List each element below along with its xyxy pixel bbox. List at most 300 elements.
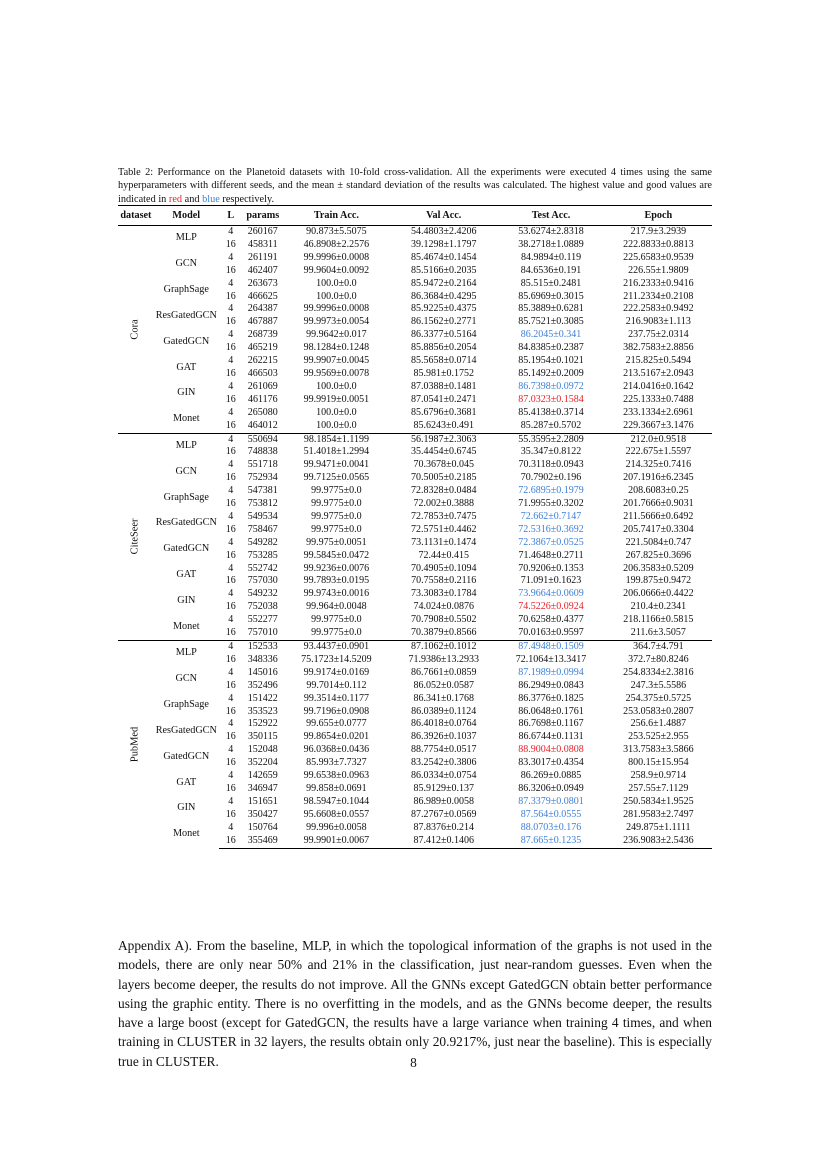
layers-cell: 16 bbox=[225, 446, 236, 458]
layers-cell: 4 bbox=[228, 744, 234, 756]
table-row bbox=[118, 796, 712, 809]
table-row bbox=[118, 485, 712, 498]
params-cell: 552742 bbox=[247, 562, 278, 574]
test-acc-cell: 86.7698±0.1167 bbox=[518, 718, 584, 730]
test-acc-cell: 70.9206±0.1353 bbox=[518, 562, 584, 574]
table-row bbox=[118, 329, 712, 342]
layers-cell: 16 bbox=[225, 498, 236, 510]
caption-text: Table 2: Performance on the Planetoid datasets with 10-fold cross-validation. All the experiments were executed 4 times using the same hyperparameters with different seeds, and the mean ± standard deviation of the results was calculated. The highest value and good values are indicated in bbox=[118, 167, 712, 205]
params-cell: 752934 bbox=[247, 472, 278, 484]
epoch-cell: 212.0±0.9518 bbox=[605, 433, 712, 446]
val-acc-cell: 86.052±0.0587 bbox=[413, 679, 474, 691]
val-acc-cell: 72.5751±0.4462 bbox=[410, 523, 477, 535]
layers-cell: 4 bbox=[228, 380, 234, 392]
table-row bbox=[118, 511, 712, 524]
layers-cell: 4 bbox=[228, 406, 234, 418]
layers-cell: 16 bbox=[225, 549, 236, 561]
model-name-cell: ResGatedGCN bbox=[155, 517, 217, 529]
epoch-cell: 218.1166±0.5815 bbox=[623, 614, 694, 626]
layers-cell: 4 bbox=[228, 329, 234, 341]
val-acc-cell: 86.7661±0.0859 bbox=[410, 666, 477, 678]
test-acc-cell: 74.5226±0.0924 bbox=[518, 601, 584, 613]
table-row bbox=[118, 459, 712, 472]
train-acc-cell: 99.7125±0.0565 bbox=[303, 472, 370, 484]
layers-cell: 4 bbox=[228, 821, 234, 833]
params-cell: 464012 bbox=[247, 419, 278, 431]
header-dataset: dataset bbox=[118, 206, 154, 226]
params-cell: 462407 bbox=[247, 264, 278, 276]
val-acc-cell: 87.1062±0.1012 bbox=[390, 641, 497, 654]
layers-cell: 16 bbox=[225, 523, 236, 535]
epoch-cell: 267.825±0.3696 bbox=[625, 549, 692, 561]
model-name-cell: GraphSage bbox=[163, 699, 209, 711]
layers-cell: 16 bbox=[225, 757, 236, 769]
val-acc-cell: 87.8376±0.214 bbox=[413, 821, 474, 833]
test-acc-cell: 85.515±0.2481 bbox=[520, 277, 582, 289]
train-acc-cell: 99.8654±0.0201 bbox=[303, 731, 370, 743]
epoch-cell: 800.15±15.954 bbox=[628, 757, 689, 769]
params-cell: 549282 bbox=[247, 536, 278, 548]
layers-cell: 16 bbox=[225, 653, 236, 665]
epoch-cell: 210.4±0.2341 bbox=[630, 601, 687, 613]
model-name-cell: GCN bbox=[175, 258, 198, 270]
params-cell: 264387 bbox=[247, 303, 278, 315]
params-cell: 268739 bbox=[247, 329, 278, 341]
model-name-cell: GatedGCN bbox=[163, 750, 210, 762]
epoch-cell: 206.0666±0.4422 bbox=[623, 588, 694, 600]
table-row bbox=[118, 303, 712, 316]
params-cell: 152922 bbox=[247, 718, 278, 730]
train-acc-cell: 99.9901±0.0067 bbox=[283, 835, 390, 848]
epoch-cell: 213.5167±2.0943 bbox=[623, 367, 694, 379]
model-name-cell: GraphSage bbox=[163, 491, 209, 503]
table-row bbox=[118, 770, 712, 783]
train-acc-cell: 96.0368±0.0436 bbox=[303, 744, 370, 756]
train-acc-cell: 51.4018±1.2994 bbox=[303, 446, 370, 458]
test-acc-cell: 84.8385±0.2387 bbox=[518, 342, 584, 354]
val-acc-cell: 54.4803±2.4206 bbox=[390, 226, 497, 239]
train-acc-cell: 100.0±0.0 bbox=[316, 419, 357, 431]
params-cell: 458311 bbox=[247, 238, 278, 250]
layers-cell: 4 bbox=[228, 536, 234, 548]
val-acc-cell: 85.8856±0.2054 bbox=[410, 342, 477, 354]
test-acc-cell: 85.287±0.5702 bbox=[520, 419, 582, 431]
layers-cell: 4 bbox=[228, 718, 234, 730]
test-acc-cell: 85.6969±0.3015 bbox=[518, 290, 584, 302]
train-acc-cell: 75.1723±14.5209 bbox=[301, 653, 372, 665]
train-acc-cell: 100.0±0.0 bbox=[316, 406, 357, 418]
val-acc-cell: 72.44±0.415 bbox=[418, 549, 469, 561]
dataset-label: PubMed bbox=[129, 726, 141, 763]
layers-cell: 4 bbox=[228, 614, 234, 626]
layers-cell: 4 bbox=[228, 795, 234, 807]
test-acc-cell: 86.269±0.0885 bbox=[520, 770, 582, 782]
epoch-cell: 254.375±0.5725 bbox=[625, 692, 692, 704]
val-acc-cell: 85.5166±0.2035 bbox=[410, 264, 477, 276]
dataset-label: Cora bbox=[129, 319, 141, 340]
epoch-cell: 258.9±0.9714 bbox=[630, 770, 687, 782]
params-cell: 152048 bbox=[247, 744, 278, 756]
caption-red-word: red bbox=[168, 193, 183, 205]
epoch-cell: 211.5666±0.6492 bbox=[623, 510, 694, 522]
layers-cell: 16 bbox=[225, 472, 236, 484]
table-row bbox=[118, 407, 712, 420]
val-acc-cell: 70.3678±0.045 bbox=[413, 459, 474, 471]
table-row bbox=[118, 278, 712, 291]
train-acc-cell: 99.7014±0.112 bbox=[306, 679, 367, 691]
train-acc-cell: 99.9642±0.017 bbox=[306, 329, 367, 341]
epoch-cell: 214.0416±0.1642 bbox=[623, 380, 694, 392]
layers-cell: 16 bbox=[225, 575, 236, 587]
test-acc-cell: 87.665±0.1235 bbox=[497, 835, 604, 848]
table-row bbox=[118, 355, 712, 368]
table-row bbox=[118, 718, 712, 731]
val-acc-cell: 86.4018±0.0764 bbox=[410, 718, 477, 730]
layers-cell: 16 bbox=[225, 705, 236, 717]
caption-tail: respectively. bbox=[219, 193, 275, 205]
val-acc-cell: 87.0388±0.1481 bbox=[410, 380, 477, 392]
val-acc-cell: 85.5658±0.0714 bbox=[410, 355, 477, 367]
test-acc-cell: 86.6744±0.1131 bbox=[518, 731, 584, 743]
val-acc-cell: 39.1298±1.1797 bbox=[410, 238, 477, 250]
model-name-cell: Monet bbox=[172, 620, 200, 632]
epoch-cell: 372.7±80.8246 bbox=[628, 653, 689, 665]
layers-cell: 16 bbox=[225, 679, 236, 691]
test-acc-cell: 86.3776±0.1825 bbox=[518, 692, 584, 704]
test-acc-cell: 72.6895±0.1979 bbox=[518, 485, 584, 497]
params-cell: 758467 bbox=[247, 523, 278, 535]
epoch-cell: 249.875±1.1111 bbox=[626, 821, 691, 833]
layers-cell: 4 bbox=[228, 459, 234, 471]
epoch-cell: 222.2583±0.9492 bbox=[623, 303, 694, 315]
model-name-cell: Monet bbox=[172, 413, 200, 425]
val-acc-cell: 86.3377±0.5164 bbox=[410, 329, 477, 341]
test-acc-cell: 87.0323±0.1584 bbox=[518, 393, 584, 405]
test-acc-cell: 70.7902±0.196 bbox=[520, 472, 582, 484]
epoch-cell: 236.9083±2.5436 bbox=[605, 835, 712, 848]
train-acc-cell: 99.9775±0.0 bbox=[311, 485, 362, 497]
val-acc-cell: 70.7558±0.2116 bbox=[411, 575, 477, 587]
model-name-cell: GIN bbox=[177, 594, 196, 606]
test-acc-cell: 87.3379±0.0801 bbox=[518, 795, 584, 807]
val-acc-cell: 85.6796±0.3681 bbox=[410, 406, 477, 418]
test-acc-cell: 70.0163±0.9597 bbox=[518, 627, 584, 639]
model-name-cell: GCN bbox=[175, 465, 198, 477]
test-acc-cell: 70.6258±0.4377 bbox=[518, 614, 584, 626]
caption-and-word: and bbox=[182, 193, 203, 205]
test-acc-cell: 85.1954±0.1021 bbox=[518, 355, 584, 367]
model-name-cell: GatedGCN bbox=[163, 335, 210, 347]
epoch-cell: 253.0583±0.2807 bbox=[623, 705, 694, 717]
params-cell: 261069 bbox=[247, 380, 278, 392]
train-acc-cell: 99.964±0.0048 bbox=[306, 601, 367, 613]
test-acc-cell: 85.4138±0.3714 bbox=[518, 406, 584, 418]
model-name-cell: GraphSage bbox=[163, 284, 209, 296]
params-cell: 753285 bbox=[247, 549, 278, 561]
val-acc-cell: 85.4674±0.1454 bbox=[410, 251, 477, 263]
layers-cell: 4 bbox=[228, 562, 234, 574]
train-acc-cell: 99.7893±0.0195 bbox=[303, 575, 370, 587]
params-cell: 262215 bbox=[247, 355, 278, 367]
header-train-acc: Train Acc. bbox=[283, 206, 390, 226]
epoch-cell: 281.9583±2.7497 bbox=[623, 808, 694, 820]
epoch-cell: 382.7583±2.8856 bbox=[623, 342, 694, 354]
val-acc-cell: 85.9472±0.2164 bbox=[410, 277, 477, 289]
val-acc-cell: 70.7908±0.5502 bbox=[410, 614, 477, 626]
layers-cell: 16 bbox=[225, 290, 236, 302]
train-acc-cell: 99.5845±0.0472 bbox=[303, 549, 370, 561]
params-cell: 150764 bbox=[247, 821, 278, 833]
table-row bbox=[118, 563, 712, 576]
test-acc-cell: 88.0703±0.176 bbox=[520, 821, 582, 833]
params-cell: 748838 bbox=[247, 446, 278, 458]
val-acc-cell: 74.024±0.0876 bbox=[413, 601, 474, 613]
train-acc-cell: 98.1284±0.1248 bbox=[303, 342, 370, 354]
val-acc-cell: 85.6243±0.491 bbox=[413, 419, 474, 431]
caption-blue-word: blue bbox=[202, 193, 220, 205]
train-acc-cell: 99.9569±0.0078 bbox=[303, 367, 370, 379]
params-cell: 152533 bbox=[243, 641, 283, 654]
train-acc-cell: 99.9743±0.0016 bbox=[303, 588, 370, 600]
table-row bbox=[118, 537, 712, 550]
test-acc-cell: 38.2718±1.0889 bbox=[518, 238, 584, 250]
train-acc-cell: 99.858±0.0691 bbox=[306, 782, 367, 794]
layers-cell: 4 bbox=[219, 641, 243, 654]
params-cell: 465219 bbox=[247, 342, 278, 354]
epoch-cell: 225.1333±0.7488 bbox=[623, 393, 694, 405]
epoch-cell: 225.6583±0.9539 bbox=[623, 251, 694, 263]
body-paragraph: Appendix A). From the baseline, MLP, in which the topological information of the graphs is not used in the models, there are only near 50% and 21% in the classification, just near-random guesses. Even when the layers become deeper, the results do not improve. All the GNNs except GatedGCN obtain better performance using the graphic entity. There is no overfitting in the models, and as the GNNs become deeper, the results have a large boost (except for GatedGCN, the results have a large variance when training 4 times, and when training in CLUSTER in 32 layers, the results obtain only 20.9217%, just near the baseline). This is especially true in CLUSTER. bbox=[118, 938, 712, 1069]
val-acc-cell: 86.0334±0.0754 bbox=[410, 770, 477, 782]
header-val-acc: Val Acc. bbox=[390, 206, 497, 226]
epoch-cell: 250.5834±1.9525 bbox=[623, 795, 694, 807]
epoch-cell: 216.2333±0.9416 bbox=[623, 277, 694, 289]
header-layers: L bbox=[219, 206, 243, 226]
params-cell: 757010 bbox=[247, 627, 278, 639]
params-cell: 547381 bbox=[247, 485, 278, 497]
train-acc-cell: 99.9996±0.0008 bbox=[303, 251, 370, 263]
epoch-cell: 254.8334±2.3816 bbox=[623, 666, 694, 678]
val-acc-cell: 35.4454±0.6745 bbox=[410, 446, 477, 458]
epoch-cell: 201.7666±0.9031 bbox=[623, 498, 694, 510]
params-cell: 353523 bbox=[247, 705, 278, 717]
epoch-cell: 205.7417±0.3304 bbox=[623, 523, 694, 535]
layers-cell: 16 bbox=[225, 264, 236, 276]
val-acc-cell: 86.3684±0.4295 bbox=[410, 290, 477, 302]
train-acc-cell: 46.8908±2.2576 bbox=[303, 238, 370, 250]
model-name-cell: GIN bbox=[177, 387, 196, 399]
page-number: 8 bbox=[410, 1055, 417, 1070]
val-acc-cell: 83.2542±0.3806 bbox=[410, 757, 477, 769]
model-name-cell: MLP bbox=[154, 641, 219, 667]
table-row bbox=[118, 641, 712, 654]
train-acc-cell: 99.9907±0.0045 bbox=[303, 355, 370, 367]
table-row bbox=[118, 693, 712, 706]
table-row bbox=[118, 822, 712, 835]
train-acc-cell: 99.655±0.0777 bbox=[306, 718, 367, 730]
layers-cell: 16 bbox=[225, 808, 236, 820]
val-acc-cell: 73.3083±0.1784 bbox=[410, 588, 477, 600]
epoch-cell: 206.3583±0.5209 bbox=[623, 562, 694, 574]
params-cell: 145016 bbox=[247, 666, 278, 678]
params-cell: 466503 bbox=[247, 367, 278, 379]
val-acc-cell: 72.002±0.3888 bbox=[413, 498, 474, 510]
epoch-cell: 247.3±5.5586 bbox=[630, 679, 687, 691]
model-name-cell: MLP bbox=[154, 226, 219, 252]
test-acc-cell: 53.6274±2.8318 bbox=[497, 226, 604, 239]
test-acc-cell: 71.4648±0.2711 bbox=[518, 549, 584, 561]
dataset-cell bbox=[118, 433, 154, 641]
params-cell: 549232 bbox=[247, 588, 278, 600]
layers-cell: 4 bbox=[228, 770, 234, 782]
params-cell: 355469 bbox=[243, 835, 283, 848]
epoch-cell: 221.5084±0.747 bbox=[625, 536, 692, 548]
results-table bbox=[118, 205, 712, 849]
val-acc-cell: 85.9225±0.4375 bbox=[410, 303, 477, 315]
table-header-row bbox=[118, 206, 712, 226]
train-acc-cell: 99.975±0.0051 bbox=[306, 536, 367, 548]
layers-cell: 16 bbox=[225, 601, 236, 613]
params-cell: 757030 bbox=[247, 575, 278, 587]
val-acc-cell: 71.9386±13.2933 bbox=[408, 653, 479, 665]
epoch-cell: 222.8833±0.8813 bbox=[623, 238, 694, 250]
model-name-cell: GCN bbox=[175, 673, 198, 685]
dataset-label: CiteSeer bbox=[129, 518, 141, 555]
table-row bbox=[118, 381, 712, 394]
params-cell: 350115 bbox=[247, 731, 278, 743]
test-acc-cell: 71.091±0.1623 bbox=[520, 575, 582, 587]
train-acc-cell: 99.9973±0.0054 bbox=[303, 316, 370, 328]
val-acc-cell: 86.1562±0.2771 bbox=[410, 316, 477, 328]
epoch-cell: 207.1916±6.2345 bbox=[623, 472, 694, 484]
epoch-cell: 215.825±0.5494 bbox=[625, 355, 692, 367]
params-cell: 466625 bbox=[247, 290, 278, 302]
epoch-cell: 226.55±1.9809 bbox=[628, 264, 689, 276]
train-acc-cell: 100.0±0.0 bbox=[316, 380, 357, 392]
params-cell: 348336 bbox=[247, 653, 278, 665]
test-acc-cell: 85.1492±0.2009 bbox=[518, 367, 584, 379]
epoch-cell: 208.6083±0.25 bbox=[628, 485, 689, 497]
test-acc-cell: 72.1064±13.3417 bbox=[515, 653, 587, 665]
layers-cell: 16 bbox=[225, 367, 236, 379]
test-acc-cell: 84.9894±0.119 bbox=[520, 251, 582, 263]
test-acc-cell: 35.347±0.8122 bbox=[520, 446, 582, 458]
params-cell: 550694 bbox=[243, 433, 283, 446]
epoch-cell: 211.6±3.5057 bbox=[630, 627, 686, 639]
val-acc-cell: 86.3926±0.1037 bbox=[410, 731, 477, 743]
val-acc-cell: 72.7853±0.7475 bbox=[410, 510, 477, 522]
model-name-cell: GatedGCN bbox=[163, 543, 210, 555]
layers-cell: 4 bbox=[228, 588, 234, 600]
train-acc-cell: 99.9236±0.0076 bbox=[303, 562, 370, 574]
model-name-cell: Monet bbox=[172, 828, 200, 840]
params-cell: 467887 bbox=[247, 316, 278, 328]
val-acc-cell: 86.989±0.0058 bbox=[413, 795, 474, 807]
val-acc-cell: 85.9129±0.137 bbox=[413, 782, 474, 794]
layers-cell: 4 bbox=[228, 666, 234, 678]
train-acc-cell: 99.3514±0.1177 bbox=[303, 692, 369, 704]
test-acc-cell: 88.9004±0.0808 bbox=[518, 744, 584, 756]
train-acc-cell: 99.9471±0.0041 bbox=[303, 459, 370, 471]
train-acc-cell: 100.0±0.0 bbox=[316, 277, 357, 289]
layers-cell: 16 bbox=[225, 238, 236, 250]
test-acc-cell: 73.9664±0.0609 bbox=[518, 588, 584, 600]
model-name-cell: GAT bbox=[176, 361, 197, 373]
train-acc-cell: 99.9604±0.0092 bbox=[303, 264, 370, 276]
params-cell: 263673 bbox=[247, 277, 278, 289]
layers-cell: 16 bbox=[225, 731, 236, 743]
layers-cell: 4 bbox=[228, 303, 234, 315]
test-acc-cell: 84.6536±0.191 bbox=[520, 264, 582, 276]
train-acc-cell: 99.9775±0.0 bbox=[311, 614, 362, 626]
test-acc-cell: 71.9955±0.3202 bbox=[518, 498, 584, 510]
val-acc-cell: 56.1987±2.3063 bbox=[390, 433, 497, 446]
layers-cell: 4 bbox=[228, 251, 234, 263]
layers-cell: 4 bbox=[228, 692, 234, 704]
epoch-cell: 237.75±2.0314 bbox=[628, 329, 689, 341]
train-acc-cell: 100.0±0.0 bbox=[316, 290, 357, 302]
test-acc-cell: 85.3889±0.6281 bbox=[518, 303, 584, 315]
params-cell: 260167 bbox=[243, 226, 283, 239]
params-cell: 551718 bbox=[247, 459, 278, 471]
header-model: Model bbox=[154, 206, 219, 226]
epoch-cell: 216.9083±1.113 bbox=[625, 316, 691, 328]
header-epoch: Epoch bbox=[605, 206, 712, 226]
epoch-cell: 217.9±3.2939 bbox=[605, 226, 712, 239]
model-name-cell: GAT bbox=[176, 569, 197, 581]
test-acc-cell: 83.3017±0.4354 bbox=[518, 757, 584, 769]
val-acc-cell: 85.981±0.1752 bbox=[413, 367, 474, 379]
table-row bbox=[118, 252, 712, 265]
train-acc-cell: 93.4437±0.0901 bbox=[283, 641, 390, 654]
test-acc-cell: 72.5316±0.3692 bbox=[518, 523, 584, 535]
layers-cell: 16 bbox=[225, 627, 236, 639]
train-acc-cell: 98.1854±1.1199 bbox=[283, 433, 390, 446]
layers-cell: 16 bbox=[225, 393, 236, 405]
test-acc-cell: 86.7398±0.0972 bbox=[518, 380, 584, 392]
val-acc-cell: 86.341±0.1768 bbox=[413, 692, 474, 704]
val-acc-cell: 72.8328±0.0484 bbox=[410, 485, 477, 497]
layers-cell: 16 bbox=[225, 316, 236, 328]
layers-cell: 16 bbox=[225, 782, 236, 794]
epoch-cell: 233.1334±2.6961 bbox=[623, 406, 694, 418]
layers-cell: 4 bbox=[219, 433, 243, 446]
epoch-cell: 211.2334±0.2108 bbox=[623, 290, 694, 302]
layers-cell: 16 bbox=[219, 835, 243, 848]
val-acc-cell: 73.1131±0.1474 bbox=[411, 536, 477, 548]
params-cell: 346947 bbox=[247, 782, 278, 794]
epoch-cell: 229.3667±3.1476 bbox=[623, 419, 694, 431]
params-cell: 142659 bbox=[247, 770, 278, 782]
train-acc-cell: 99.9174±0.0169 bbox=[303, 666, 370, 678]
train-acc-cell: 99.6538±0.0963 bbox=[303, 770, 370, 782]
model-name-cell: ResGatedGCN bbox=[155, 724, 217, 736]
test-acc-cell: 86.2949±0.0843 bbox=[518, 679, 584, 691]
table-row bbox=[118, 614, 712, 627]
table-row bbox=[118, 226, 712, 239]
layers-cell: 16 bbox=[225, 342, 236, 354]
layers-cell: 4 bbox=[228, 485, 234, 497]
params-cell: 261191 bbox=[247, 251, 278, 263]
layers-cell: 4 bbox=[228, 355, 234, 367]
val-acc-cell: 87.412±0.1406 bbox=[390, 835, 497, 848]
val-acc-cell: 70.4905±0.1094 bbox=[410, 562, 477, 574]
table-row bbox=[118, 588, 712, 601]
params-cell: 265080 bbox=[247, 406, 278, 418]
test-acc-cell: 87.564±0.0555 bbox=[520, 808, 582, 820]
params-cell: 752038 bbox=[247, 601, 278, 613]
epoch-cell: 222.675±1.5597 bbox=[625, 446, 692, 458]
